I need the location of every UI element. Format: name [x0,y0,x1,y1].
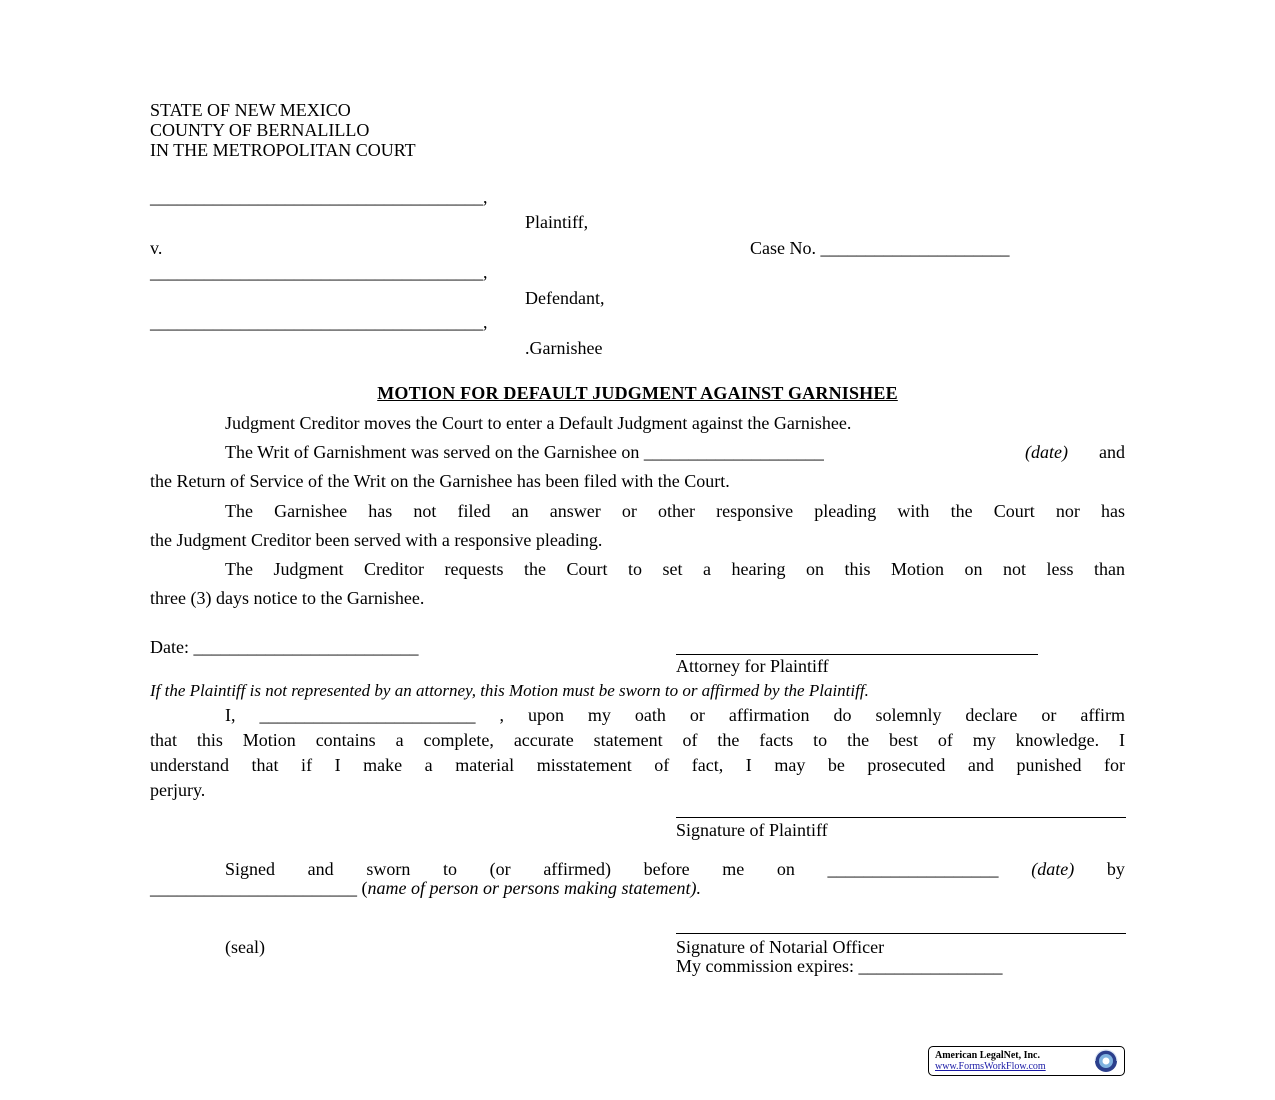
oath-line3: understand that if I make a material misstatement of fact, I may be prosecuted and punished for [150,755,1125,775]
oath-line2: that this Motion contains a complete, accurate statement of the facts to the best of my knowledge. I [150,730,1125,750]
commission-expires-field: My commission expires: ________________ [676,956,1003,976]
notary-line1 [225,859,1125,879]
paragraph-hearing-line1: The Judgment Creditor requests the Court to set a hearing on this Motion on not less than [225,559,1125,579]
oath-line4: perjury. [150,780,206,800]
defendant-label: Defendant, [525,288,605,308]
case-number-field: Case No. _____________________ [750,238,1010,258]
notary-word: and [307,859,334,879]
garnishee-name-blank: _____________________________________, [150,312,488,332]
attorney-signature-label: Attorney for Plaintiff [676,656,829,676]
plaintiff-signature-label: Signature of Plaintiff [676,820,828,840]
globe-icon [1091,1048,1121,1074]
notary-word: affirmed) [543,859,611,879]
garnishee-label: .Garnishee [525,338,603,358]
county-heading: COUNTY OF BERNALILLO [150,120,370,140]
notary-word: on [776,859,795,879]
publisher-url[interactable]: www.FormsWorkFlow.com [935,1061,1046,1072]
paragraph-service-line2: the Return of Service of the Writ on the Garnishee has been filed with the Court. [150,471,730,491]
paragraph-motion: Judgment Creditor moves the Court to enter a Default Judgment against the Garnishee. [225,413,852,433]
state-heading: STATE OF NEW MEXICO [150,100,351,120]
notary-date-hint: (date) [1031,859,1075,879]
notary-name-blank: _______________________ ( [150,878,368,898]
paragraph-no-answer-line1: The Garnishee has not filed an answer or other responsive pleading with the Court nor has [225,501,1125,521]
plaintiff-label: Plaintiff, [525,212,589,232]
notary-by: by [1106,859,1125,879]
notary-line2 [150,878,701,898]
oath-line1: I, ________________________ , upon my oath or affirmation do solemnly declare or affirm [225,705,1125,725]
notary-word: before [643,859,690,879]
versus-label: v. [150,238,163,258]
notary-name-hint: name of person or persons making statement). [367,878,701,898]
paragraph-no-answer-line2: the Judgment Creditor been served with a responsive pleading. [150,530,603,550]
paragraph-hearing-line2: three (3) days notice to the Garnishee. [150,588,425,608]
document-title: MOTION FOR DEFAULT JUDGMENT AGAINST GARNISHEE [377,383,898,403]
publisher-logo [928,1046,1125,1076]
plaintiff-name-blank: _____________________________________, [150,187,488,207]
service-date-hint: (date) [1025,442,1068,462]
plaintiff-signature-line [676,817,1126,818]
notary-word: (or [489,859,511,879]
defendant-name-blank: _____________________________________, [150,262,488,282]
notary-word: Signed [225,859,276,879]
notary-date-blank: ___________________ [827,859,999,879]
date-field: Date: _________________________ [150,637,419,657]
attorney-notice: If the Plaintiff is not represented by an attorney, this Motion must be sworn to or affirmed by the Plaintiff. [150,681,869,700]
notary-signature-line [676,933,1126,934]
publisher-name: American LegalNet, Inc. [935,1050,1040,1061]
attorney-signature-line [676,654,1038,655]
notary-signature-label: Signature of Notarial Officer [676,937,885,957]
notary-word: me [722,859,745,879]
notary-word: to [442,859,457,879]
notary-word: sworn [366,859,411,879]
service-text: The Writ of Garnishment was served on the Garnishee on ____________________ [225,442,824,462]
seal-label: (seal) [225,937,265,957]
service-and: and [1099,442,1125,462]
court-heading: IN THE METROPOLITAN COURT [150,140,416,160]
